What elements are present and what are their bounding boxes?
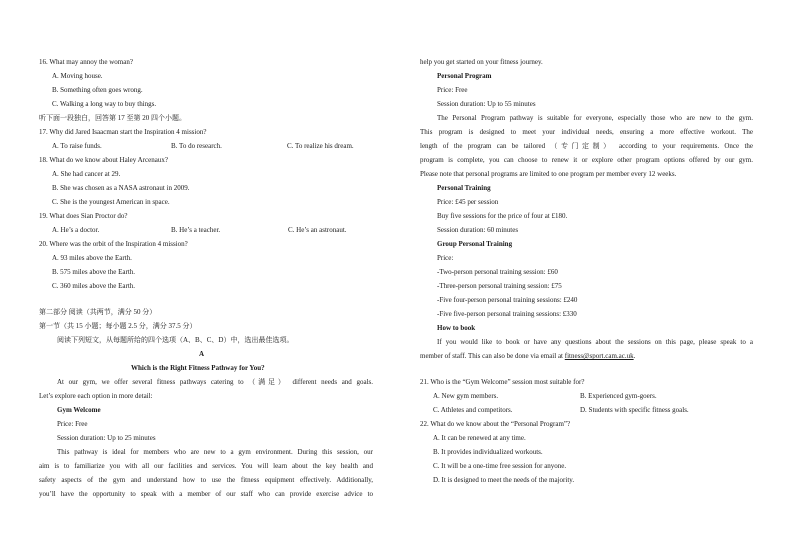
personal-training-price: Price: £45 per session <box>437 198 499 206</box>
q17-option-c: C. To realize his dream. <box>287 142 354 150</box>
q19-option-b: B. He’s a teacher. <box>171 226 221 234</box>
group-training-title: Group Personal Training <box>437 240 513 248</box>
personal-program-para-4: program is complete, you can choose to renew it or explore other program options offered by our gym. <box>420 156 753 164</box>
personal-training-five: Buy five sessions for the price of four at £180. <box>437 212 568 220</box>
gym-welcome-title: Gym Welcome <box>57 406 101 414</box>
q16-question: 16. What may annoy the woman? <box>39 58 133 66</box>
group-training-item-4: -Five five-person personal training sessions: £330 <box>437 310 577 318</box>
how-to-book-line-2-suffix: . <box>633 352 636 360</box>
q18-question: 18. What do we know about Haley Arcenaux? <box>39 156 168 164</box>
group-training-item-3: -Five four-person personal training sessions: £240 <box>437 296 578 304</box>
listening-instruction: 听下面一段独白，回答第 17 至第 20 四个小题。 <box>39 114 186 122</box>
q19-option-c: C. He’s an astronaut. <box>288 226 347 234</box>
email-link[interactable]: fitness@sport.cam.ac.uk <box>564 352 634 360</box>
q17-option-b: B. To do research. <box>171 142 222 150</box>
how-to-book-line-2 <box>420 352 635 361</box>
q22-question: 22. What do we know about the “Personal Program”? <box>420 420 571 428</box>
q17-option-a: A. To raise funds. <box>52 142 102 150</box>
q17-question: 17. Why did Jared Isaacman start the Inspiration 4 mission? <box>39 128 207 136</box>
continued-line: help you get started on your fitness journey. <box>420 58 543 66</box>
passage-letter: A <box>199 350 205 358</box>
q21-question: 21. Who is the “Gym Welcome” session most suitable for? <box>420 378 585 386</box>
q18-option-c: C. She is the youngest American in space. <box>52 198 170 206</box>
q22-option-d: D. It is designed to meet the needs of the majority. <box>433 476 575 484</box>
personal-program-para-1: The Personal Program pathway is suitable for everyone, especially those who are new to the gym. <box>437 114 753 122</box>
group-training-price-label: Price: <box>437 254 454 262</box>
gym-welcome-para-3: safety aspects of the gym and understand how to use the fitness equipment effectively. Additionally, <box>39 476 373 484</box>
group-training-item-2: -Three-person personal training session: £75 <box>437 282 562 290</box>
personal-program-para-3: length of the program can be tailored （专门定制） according to your requirements. Once the <box>420 142 753 150</box>
q20-question: 20. Where was the orbit of the Inspiration 4 mission? <box>39 240 188 248</box>
q22-option-b: B. It provides individualized workouts. <box>433 448 543 456</box>
personal-program-duration: Session duration: Up to 55 minutes <box>437 100 536 108</box>
q21-option-a: A. New gym members. <box>433 392 499 400</box>
gym-welcome-para-4: you’ll have the opportunity to speak with a member of our staff who can provide exercise advice to <box>39 490 373 498</box>
how-to-book-title: How to book <box>437 324 476 332</box>
personal-program-para-2: This program is designed to meet your individual needs, ensuring a more effective workout. The <box>420 128 753 136</box>
q20-option-a: A. 93 miles above the Earth. <box>52 254 132 262</box>
q20-option-b: B. 575 miles above the Earth. <box>52 268 136 276</box>
q16-option-b: B. Something often goes wrong. <box>52 86 143 94</box>
intro-line-2: Let’s explore each option in more detail: <box>39 392 153 400</box>
reading-instruction: 阅读下列短文，从每题所给的四个选项（A、B、C、D）中，选出最佳选项。 <box>57 336 294 344</box>
q19-question: 19. What does Sian Proctor do? <box>39 212 128 220</box>
group-training-item-1: -Two-person personal training session: £60 <box>437 268 558 276</box>
q18-option-a: A. She had cancer at 29. <box>52 170 121 178</box>
how-to-book-line-2-prefix: member of staff. This can also be done via email at <box>420 352 565 360</box>
q20-option-c: C. 360 miles above the Earth. <box>52 282 136 290</box>
personal-program-para-5: Please note that personal programs are limited to one program per member every 12 weeks. <box>420 170 677 178</box>
how-to-book-line-1: If you would like to book or have any questions about the sessions on this page, please speak to a <box>437 338 753 346</box>
gym-welcome-para-2: aim is to familiarize you with all our facilities and services. You will learn about the key health and <box>39 462 373 470</box>
q19-option-a: A. He’s a doctor. <box>52 226 100 234</box>
personal-training-title: Personal Training <box>437 184 491 192</box>
q22-option-a: A. It can be renewed at any time. <box>433 434 526 442</box>
personal-training-duration: Session duration: 60 minutes <box>437 226 519 234</box>
passage-title: Which is the Right Fitness Pathway for You? <box>131 364 265 372</box>
part2-heading: 第二部分 阅读（共两节，满分 50 分） <box>39 308 157 316</box>
q21-option-c: C. Athletes and competitors. <box>433 406 513 414</box>
q18-option-b: B. She was chosen as a NASA astronaut in 2009. <box>52 184 190 192</box>
q22-option-c: C. It will be a one-time free session for anyone. <box>433 462 567 470</box>
personal-program-title: Personal Program <box>437 72 492 80</box>
q16-option-c: C. Walking a long way to buy things. <box>52 100 157 108</box>
gym-welcome-para-1: This pathway is ideal for members who are new to a gym environment. During this session, our <box>57 448 373 456</box>
gym-welcome-price: Price: Free <box>57 420 88 428</box>
q21-option-b: B. Experienced gym-goers. <box>580 392 657 400</box>
q16-option-a: A. Moving house. <box>52 72 103 80</box>
personal-program-price: Price: Free <box>437 86 468 94</box>
section1-heading: 第一节（共 15 小题；每小题 2.5 分，满分 37.5 分） <box>39 322 197 330</box>
intro-line-1: At our gym, we offer several fitness pathways catering to （满足） different needs and goals. <box>57 378 373 386</box>
q21-option-d: D. Students with specific fitness goals. <box>580 406 689 414</box>
gym-welcome-duration: Session duration: Up to 25 minutes <box>57 434 156 442</box>
